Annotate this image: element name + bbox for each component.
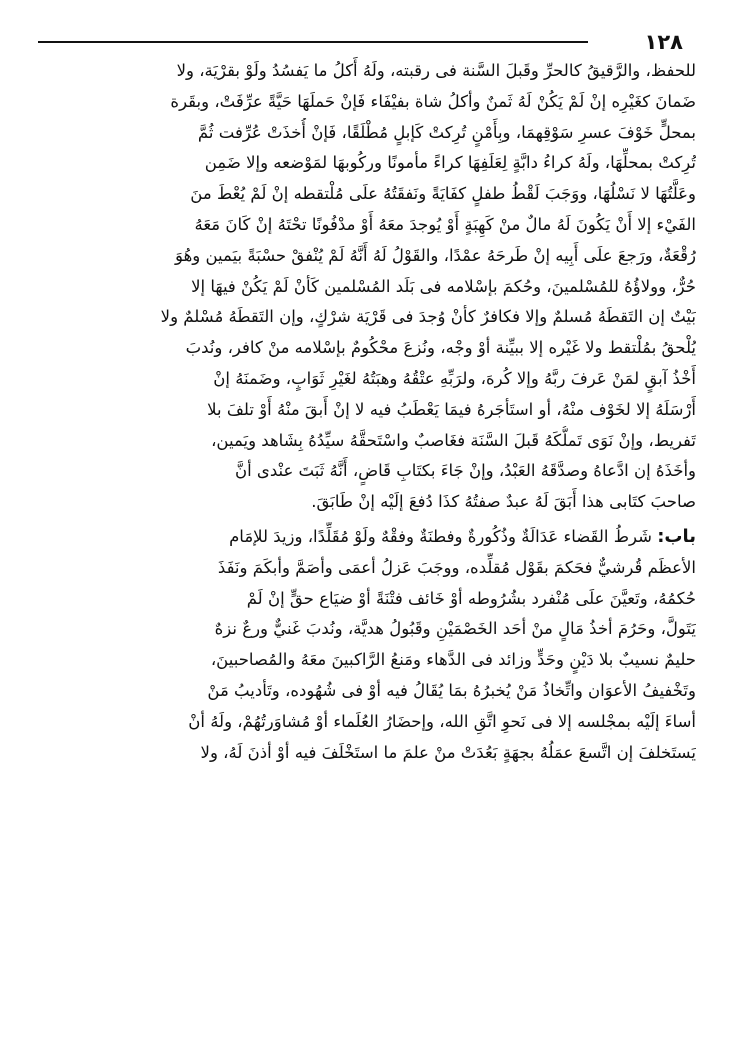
- text-line: أساءَ إلَيْه بمجْلسه إلا فى نَحوِ اتَّقِ الله، وإحضَارُ العُلَماء أوْ مُشاوَرتُهُمْ، ولَهُ أنْ: [188, 711, 696, 731]
- text-line: للحفظ، والرَّقيقُ كالحرِّ وقَبلَ السَّنة فى رقبته، ولَهُ أَكلُ ما يَفسُدُ ولَوْ بقرْيَة، ولا: [176, 61, 696, 80]
- text-line: رُقْعَةٌ، ورَجعَ علَى أَبِيه إنْ طَرحَهُ عمْدًا، والقَوْلُ لَهُ أَنَّهُ لَمْ يُنْفقْ حسْبَةً بيَمين وهُوَ: [175, 245, 696, 265]
- text-line: حُكمُهُ، وتَعيَّنَ علَى مُنْفرد بشُرُوطه أوْ خَائف فتْنَةً أوْ ضيَاع حقٍّ إنْ لَمْ: [246, 588, 696, 608]
- text-line: تُرِكتْ بمحلِّهَا، ولَهُ كراءُ دابَّةٍ لِعَلَفِهَا كراءً مأمونًا وركُوبهَا لمَوْضعه وإلا ضَمِن: [204, 153, 696, 173]
- header-rule: [38, 41, 588, 43]
- text-line: وأخَذَهُ إن ادَّعاهُ وصدَّقَهُ العَبْدُ، وإنْ جَاءَ بكتَابِ قَاضٍ، أَنَّهُ ثَبَتَ عنْدى أنَّ: [234, 461, 696, 481]
- text-line: بَيْتٌ إن التَقطَهُ مُسلمٌ وإلا فكافرٌ كأنْ وُجدَ فى قَرْيَة شرْكٍ، وإن التَقطَهُ مُسْلمٌ ولا: [160, 307, 696, 327]
- chapter-start-line: [38, 522, 696, 553]
- text-line: حُرٌّ، وولاؤُهُ للمُسْلمينَ، وحُكمَ بإسْلامه فى بَلَد المُسْلمين كَأنْ لَمْ يَكُنْ فيهَا إلا: [191, 276, 696, 296]
- text-line: يُلْحقُ بمُلْتقط ولا غَيْره إلا ببيِّنة أوْ وجْه، ونُزعَ محْكُومٌ بإسْلامه منْ كافر، ونُدبَ: [185, 338, 696, 358]
- page-number: ١٢٨: [644, 30, 683, 54]
- text-line: شَرطُ القَضاء عَدَالَةٌ وذُكُورةٌ وفطنَةٌ وفقْهٌ ولَوْ مُقَلِّدًا، وزيدَ للإمَام: [229, 526, 658, 546]
- text-line: حليمٌ نسيبٌ بلا دَيْنٍ وحَدٍّ وزائد فى الدَّهاء ومَنعُ الرَّاكبينَ معَهُ والمُصاحبينَ،: [210, 650, 696, 670]
- page-header: [38, 28, 683, 56]
- text-line: أَخْذُ آبقٍ لمَنْ عَرفَ ربَّهُ وإلا كُرهَ، ولرَبِّهِ عتْقُهُ وهبَتُهُ لغَيْرِ ثَوَابٍ، وضَمنَهُ إنْ: [213, 368, 696, 388]
- text-line: وعَلَّتُهَا لا نَسْلُهَا، ووَجَبَ لَقْطُ طفلٍ كفَايَةً ونَفقَتُهُ علَى مُلْتقطه إنْ لَمْ يُعْطَ منَ: [190, 184, 696, 204]
- text-line: أَرْسَلَهُ إلا لخَوْف منْهُ، أو استَأجَرهُ فيمَا يَعْطَبُ فيه لا إنْ أَبقَ منْهُ أَوْ تلفَ بلا: [207, 399, 696, 419]
- text-line: الأعظَم قُرشيٌّ فحَكمَ بقَوْل مُقلِّده، ووجَبَ عَزلُ أعمَى وأصَمَّ وأبكَمَ ونَفَذَ: [217, 557, 696, 577]
- text-line: بمحلٍّ خَوْفَ عسرِ سَوْقِهمَا، وبِأَمْنٍ تُرِكتْ كَإبلٍ مُطْلَقًا، فَإنْ أُخذَتْ عُرِّفت ثُمَّ: [197, 122, 696, 142]
- text-line: يَستَخلفَ إن اتَّسعَ عمَلُهُ بجهَةٍ بَعُدَتْ منْ علمَ ما استَخْلَفَ فيه أوْ أذنَ لَهُ، ولا: [200, 742, 696, 762]
- text-body: [38, 56, 696, 768]
- text-line: يَتَولَّ، وحَرُمَ أخذُ مَالٍ منْ أحَد الخَصْمَيْنِ وقَبُولُ هديَّة، ونُدبَ غَنيٌّ ورعٌ نزهٌ: [214, 619, 696, 639]
- chapter-heading: باب:: [657, 525, 696, 547]
- text-line: صاحبَ كتَابى هذا أَبَقَ لَهُ عبدٌ صفتُهُ كذَا دُفعَ إلَيْه إنْ طَابَقَ.: [311, 492, 696, 512]
- text-line: تَفريط، وإنْ نَوَى تَملُّكَهُ قَبلَ السَّنَة فغَاصبٌ واسْتَحقَّهُ سيِّدُهُ بِشَاهد ويَمين،: [211, 430, 696, 450]
- text-line: وتَخْفيفُ الأعوَان واتِّخاذُ مَنْ يُخبرُهُ بمَا يُقَالُ فيه أوْ فى شُهُوده، وتَأديبُ مَنْ: [207, 680, 696, 700]
- text-line: ضَمانَ كغَيْرِه إنْ لَمْ يَكُنْ لَهُ ثَمنٌ وأكلُ شاة بفيْفَاء فَإنْ حَملَهَا حَيَّةً عرِّفَتْ، وبقَرة: [170, 91, 696, 111]
- text-line: الفَيْء إلا أَنْ يَكُونَ لَهُ مالٌ منْ كَهِبَةٍ أَوْ يُوجدَ معَهُ أَوْ مدْفُونًا تحْتَهُ إنْ كَانَ مَعَهُ: [194, 214, 696, 234]
